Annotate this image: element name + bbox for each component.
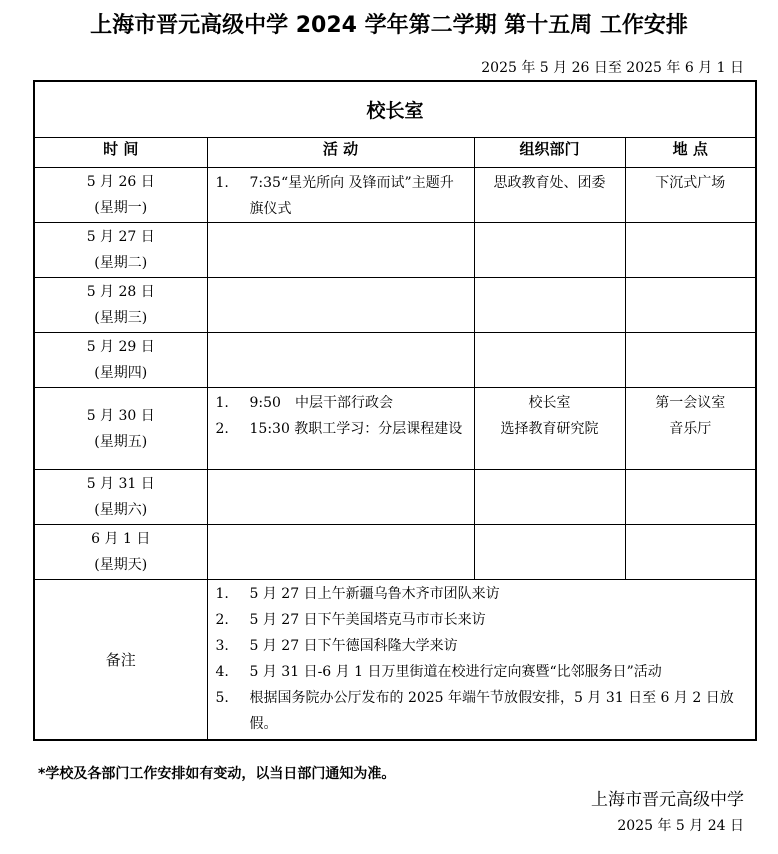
activity-text: 15:30 教职工学习：分层课程建设 bbox=[249, 421, 463, 437]
place-cell bbox=[625, 168, 756, 223]
note-item bbox=[216, 659, 748, 685]
activity-list bbox=[208, 168, 474, 222]
day-date: 5 月 30 日 bbox=[86, 407, 155, 424]
note-text: 5 月 27 日下午美国塔克马市市长来访 bbox=[249, 612, 486, 628]
day-date: 5 月 29 日 bbox=[86, 339, 155, 355]
dept-name: 思政教育处、团委 bbox=[493, 175, 606, 191]
place-cell bbox=[625, 470, 756, 525]
activity-text: 9:50 中层干部行政会 bbox=[249, 395, 393, 411]
day-weekday: (星期一) bbox=[94, 200, 148, 216]
day-row bbox=[34, 525, 756, 580]
dept-name: 选择教育研究院 bbox=[500, 421, 599, 437]
day-date-cell bbox=[34, 278, 207, 333]
place-cell bbox=[625, 333, 756, 388]
note-number: 1. bbox=[215, 586, 229, 602]
activity-cell bbox=[207, 388, 474, 470]
note-text: 5 月 27 日下午德国科隆大学来访 bbox=[249, 638, 458, 654]
date-range: 2025 年 5 月 26 日至 2025 年 6 月 1 日 bbox=[481, 60, 744, 76]
activity-cell bbox=[207, 525, 474, 580]
activity-cell bbox=[207, 223, 474, 278]
place-cell bbox=[625, 278, 756, 333]
activity-item bbox=[216, 390, 468, 416]
activity-item bbox=[216, 416, 468, 442]
day-date-cell bbox=[34, 223, 207, 278]
footnote: *学校及各部门工作安排如有变动，以当日部门通知为准。 bbox=[38, 766, 396, 782]
document-title: 上海市晋元高级中学 2024 学年第二学期 第十五周 工作安排 bbox=[90, 13, 688, 38]
notes-row bbox=[34, 580, 756, 741]
day-row bbox=[34, 470, 756, 525]
note-number: 4. bbox=[215, 664, 229, 680]
place-name: 音乐厅 bbox=[669, 421, 712, 437]
activity-number: 1. bbox=[215, 175, 229, 191]
note-item bbox=[216, 633, 748, 659]
day-row bbox=[34, 388, 756, 470]
place-name: 下沉式广场 bbox=[655, 175, 726, 191]
note-item bbox=[216, 607, 748, 633]
day-date: 6 月 1 日 bbox=[91, 531, 151, 547]
day-weekday: (星期三) bbox=[94, 310, 148, 326]
school-signature: 上海市晋元高级中学 bbox=[591, 790, 744, 810]
note-item bbox=[216, 581, 748, 607]
activity-number: 2. bbox=[215, 421, 229, 437]
place-cell bbox=[625, 388, 756, 470]
dept-cell bbox=[474, 223, 625, 278]
day-weekday: (星期二) bbox=[94, 255, 148, 271]
header-dept: 组织部门 bbox=[474, 138, 625, 168]
day-date-cell bbox=[34, 525, 207, 580]
day-date: 5 月 31 日 bbox=[86, 476, 155, 492]
activity-cell bbox=[207, 168, 474, 223]
notes-label: 备注 bbox=[34, 580, 207, 741]
header-time: 时 间 bbox=[34, 138, 207, 168]
header-place: 地 点 bbox=[625, 138, 756, 168]
day-row bbox=[34, 168, 756, 223]
activity-cell bbox=[207, 470, 474, 525]
day-date: 5 月 26 日 bbox=[86, 174, 155, 190]
issue-date: 2025 年 5 月 24 日 bbox=[617, 818, 744, 834]
day-weekday: (星期四) bbox=[94, 365, 148, 381]
activity-cell bbox=[207, 333, 474, 388]
dept-cell bbox=[474, 333, 625, 388]
schedule-table bbox=[33, 80, 757, 741]
dept-cell bbox=[474, 168, 625, 223]
place-cell bbox=[625, 525, 756, 580]
place-name: 第一会议室 bbox=[655, 395, 726, 411]
day-weekday: (星期天) bbox=[94, 557, 148, 573]
activity-number: 1. bbox=[215, 395, 229, 411]
notes-cell bbox=[207, 580, 756, 741]
day-row bbox=[34, 223, 756, 278]
note-text: 5 月 31 日-6 月 1 日万里街道在校进行定向赛暨“比邻服务日”活动 bbox=[249, 664, 662, 680]
dept-cell bbox=[474, 278, 625, 333]
day-weekday: (星期六) bbox=[94, 502, 148, 518]
day-date: 5 月 27 日 bbox=[86, 229, 155, 245]
note-number: 2. bbox=[215, 612, 229, 628]
dept-cell bbox=[474, 525, 625, 580]
note-text: 5 月 27 日上午新疆乌鲁木齐市团队来访 bbox=[249, 586, 500, 602]
day-weekday: (星期五) bbox=[94, 433, 148, 450]
notes-list bbox=[208, 580, 756, 739]
note-item bbox=[216, 685, 748, 737]
activity-item bbox=[216, 170, 468, 222]
activity-list bbox=[208, 388, 474, 442]
day-date: 5 月 28 日 bbox=[86, 284, 155, 300]
note-text: 根据国务院办公厅发布的 2025 年端午节放假安排，5 月 31 日至 6 月 2 日放假。 bbox=[249, 690, 734, 732]
header-activity: 活 动 bbox=[207, 138, 474, 168]
day-row bbox=[34, 278, 756, 333]
activity-text: 7:35“星光所向 及锋而试”主题升旗仪式 bbox=[249, 175, 454, 217]
day-date-cell bbox=[34, 388, 207, 470]
day-date-cell bbox=[34, 168, 207, 223]
note-number: 5. bbox=[215, 690, 229, 706]
dept-cell bbox=[474, 388, 625, 470]
office-name: 校长室 bbox=[34, 81, 756, 138]
dept-cell bbox=[474, 470, 625, 525]
place-cell bbox=[625, 223, 756, 278]
day-row bbox=[34, 333, 756, 388]
day-date-cell bbox=[34, 470, 207, 525]
activity-cell bbox=[207, 278, 474, 333]
note-number: 3. bbox=[215, 638, 229, 654]
dept-name: 校长室 bbox=[528, 395, 571, 411]
day-date-cell bbox=[34, 333, 207, 388]
